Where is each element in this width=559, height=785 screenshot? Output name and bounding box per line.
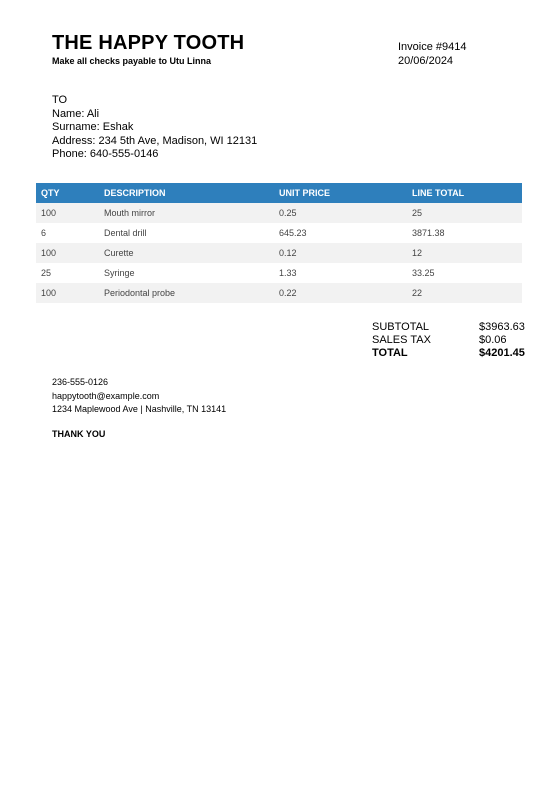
footer-email: happytooth@example.com — [52, 390, 160, 401]
company-name: THE HAPPY TOOTH — [52, 32, 245, 54]
totals-block — [372, 321, 527, 360]
thank-you-note: THANK YOU — [52, 429, 106, 439]
recipient-surname: Surname: Eshak — [52, 121, 134, 133]
header-description: DESCRIPTION — [99, 183, 274, 203]
table-row — [36, 203, 522, 223]
total-value: $4201.45 — [479, 347, 525, 359]
table-row — [36, 223, 522, 243]
cell-unit-price: 0.25 — [274, 203, 407, 223]
subtotal-row — [372, 321, 527, 334]
cell-unit-price: 0.12 — [274, 243, 407, 263]
footer-phone: 236-555-0126 — [52, 377, 109, 387]
total-label: TOTAL — [372, 347, 408, 359]
cell-qty: 100 — [36, 243, 99, 263]
sales-tax-label: SALES TAX — [372, 334, 431, 346]
cell-unit-price: 645.23 — [274, 223, 407, 243]
cell-description: Syringe — [99, 263, 274, 283]
cell-line-total: 25 — [407, 203, 522, 223]
cell-qty: 6 — [36, 223, 99, 243]
footer-address: 1234 Maplewood Ave | Nashville, TN 13141 — [52, 404, 227, 414]
table-row — [36, 283, 522, 303]
cell-line-total: 12 — [407, 243, 522, 263]
recipient-name: Name: Ali — [52, 107, 100, 120]
cell-description: Mouth mirror — [99, 203, 274, 223]
cell-unit-price: 0.22 — [274, 283, 407, 303]
sales-tax-row — [372, 334, 527, 347]
subtotal-value: $3963.63 — [479, 321, 525, 333]
cell-unit-price: 1.33 — [274, 263, 407, 283]
recipient-block — [52, 94, 257, 162]
recipient-address: Address: 234 5th Ave, Madison, WI 12131 — [52, 134, 258, 147]
invoice-meta — [398, 40, 467, 68]
sales-tax-value: $0.06 — [479, 334, 507, 346]
cell-description: Dental drill — [99, 223, 274, 243]
invoice-date: 20/06/2024 — [398, 55, 454, 67]
cell-qty: 100 — [36, 283, 99, 303]
cell-line-total: 33.25 — [407, 263, 522, 283]
checks-payable-note: Make all checks payable to Utu Linna — [52, 56, 212, 66]
to-label: TO — [52, 94, 68, 106]
line-items-table — [36, 183, 522, 303]
table-row — [36, 263, 522, 283]
cell-qty: 100 — [36, 203, 99, 223]
header-line-total: LINE TOTAL — [407, 183, 522, 203]
invoice-number: Invoice #9414 — [398, 41, 467, 53]
total-row — [372, 347, 527, 360]
cell-qty: 25 — [36, 263, 99, 283]
cell-line-total: 3871.38 — [407, 223, 522, 243]
header-qty: QTY — [36, 183, 99, 203]
table-row — [36, 243, 522, 263]
footer-contact — [52, 376, 226, 417]
cell-description: Periodontal probe — [99, 283, 274, 303]
subtotal-label: SUBTOTAL — [372, 321, 430, 333]
header-unit-price: UNIT PRICE — [274, 183, 407, 203]
table-header-row — [36, 183, 522, 203]
cell-line-total: 22 — [407, 283, 522, 303]
recipient-phone: Phone: 640-555-0146 — [52, 148, 159, 160]
cell-description: Curette — [99, 243, 274, 263]
